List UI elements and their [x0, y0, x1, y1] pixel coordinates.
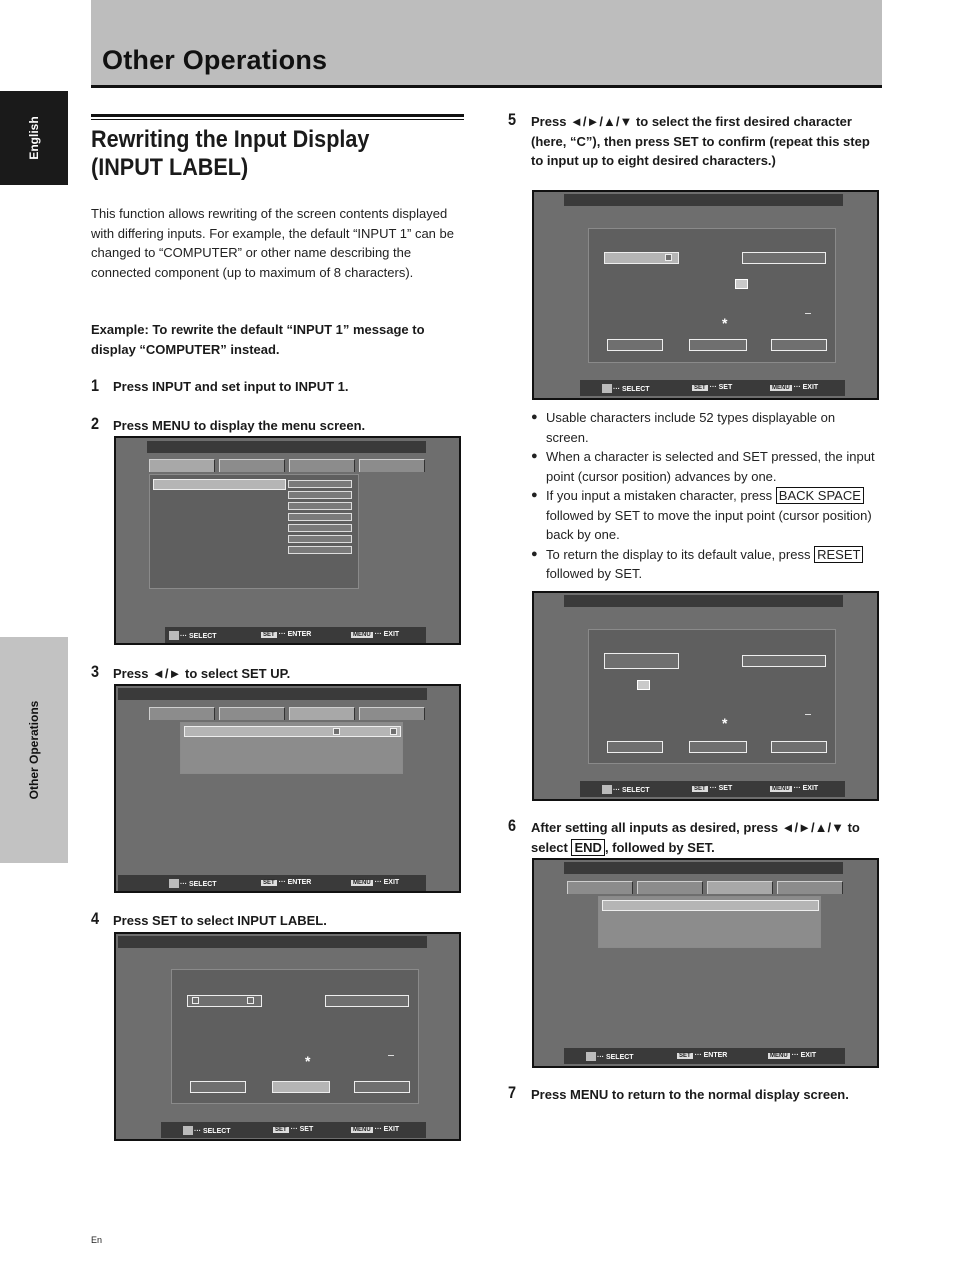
- menu-key-icon: MENU: [772, 385, 790, 391]
- label-input-field[interactable]: [187, 995, 262, 1007]
- asterisk-character[interactable]: *: [722, 315, 728, 331]
- function-button[interactable]: [354, 1081, 410, 1093]
- set-key-icon: SET: [679, 1053, 691, 1059]
- set-key-icon: SET: [263, 632, 275, 638]
- step-6-text: After setting all inputs as desired, press ◄/►/▲/▼ to select END , followed by SET.: [531, 820, 860, 855]
- step-2-number: 2: [91, 414, 100, 433]
- menu-key-icon: MENU: [353, 1127, 371, 1133]
- example-paragraph: Example: To rewrite the default “INPUT 1” message to display “COMPUTER” instead.: [91, 322, 425, 357]
- adjust-bar[interactable]: [288, 502, 352, 510]
- osd-help-bar: ··· SELECT SET ··· ENTER MENU ··· EXIT: [165, 627, 426, 643]
- step-6-number: 6: [508, 816, 517, 835]
- list-item: ● When a character is selected and SET pressed, the input point (cursor position) advances by one.: [531, 449, 875, 484]
- cursor-box: [192, 997, 199, 1004]
- underscore-character[interactable]: [388, 1055, 394, 1056]
- direction-arrows-icon: [183, 1126, 193, 1135]
- bullet-icon: ●: [531, 411, 538, 423]
- set-key-icon: SET: [694, 385, 706, 391]
- menu-tab[interactable]: [289, 459, 355, 472]
- step-7-text: Press MENU to return to the normal display screen.: [531, 1087, 849, 1102]
- osd-help-bar: ··· SELECT SET ··· ENTER MENU ··· EXIT: [118, 875, 426, 891]
- function-button[interactable]: [689, 339, 747, 351]
- adjust-bar[interactable]: [288, 480, 352, 488]
- set-key-icon: SET: [263, 880, 275, 886]
- adjust-bar[interactable]: [288, 535, 352, 543]
- menu-tab[interactable]: [219, 707, 285, 720]
- character-select-panel: [588, 228, 836, 363]
- menu-key-icon: MENU: [353, 880, 371, 886]
- bullet-icon: ●: [531, 547, 538, 560]
- return-setup-panel: [598, 896, 821, 948]
- adjust-bar[interactable]: [288, 491, 352, 499]
- function-button-selected[interactable]: [272, 1081, 330, 1093]
- menu-key-icon: MENU: [772, 786, 790, 792]
- list-item: ● To return the display to its default value, press RESET followed by SET.: [531, 545, 881, 584]
- adjust-bar[interactable]: [288, 513, 352, 521]
- character-cursor[interactable]: [735, 279, 748, 289]
- osd-help-bar: ··· SELECT SET ··· SET MENU ··· EXIT: [161, 1122, 426, 1138]
- return-setup-screen: [532, 858, 879, 1068]
- step-1-text: Press INPUT and set input to INPUT 1.: [113, 379, 349, 394]
- adjust-bar[interactable]: [288, 546, 352, 554]
- character-select-screen: [532, 190, 879, 400]
- page-title: Other Operations: [102, 45, 328, 75]
- character-select-title-bar: [564, 194, 843, 206]
- menu-key-icon: MENU: [770, 1053, 788, 1059]
- function-button[interactable]: [771, 339, 827, 351]
- adjust-bar[interactable]: [288, 524, 352, 532]
- language-tab: [0, 91, 68, 185]
- list-item: ● Usable characters include 52 types displayable on screen.: [531, 410, 836, 445]
- setup-screen: [114, 684, 461, 893]
- menu-tab[interactable]: [149, 707, 215, 720]
- setup-screen-title-bar: [118, 688, 427, 700]
- menu-tab-setup[interactable]: [289, 707, 355, 720]
- character-cursor[interactable]: [637, 680, 650, 690]
- menu-tab[interactable]: [149, 459, 215, 472]
- function-button[interactable]: [771, 741, 827, 753]
- menu-key-icon: MENU: [353, 632, 371, 638]
- menu-tab[interactable]: [637, 881, 703, 894]
- direction-arrows-icon: [602, 384, 612, 393]
- underscore-character[interactable]: [805, 714, 811, 715]
- step-5-text: Press ◄/►/▲/▼ to select the first desired character (here, “C”), then press SET to confirm (repeat this step to input up to eight desired characters.): [531, 114, 870, 168]
- return-setup-title-bar: [564, 862, 843, 874]
- cursor-box: [665, 254, 672, 261]
- input-label-screen: [114, 932, 461, 1141]
- menu-tab-setup[interactable]: [707, 881, 773, 894]
- asterisk-character[interactable]: *: [722, 715, 728, 731]
- step-4-text: Press SET to select INPUT LABEL.: [113, 913, 327, 928]
- reset-key: RESET: [814, 546, 863, 563]
- section-rule: [91, 114, 464, 120]
- label-input-field[interactable]: [604, 252, 679, 264]
- option-box[interactable]: [390, 728, 397, 735]
- bullet-icon: ●: [531, 450, 538, 462]
- underscore-character[interactable]: [805, 313, 811, 314]
- label-display-field: [325, 995, 409, 1007]
- menu-screen: [114, 436, 461, 645]
- asterisk-character[interactable]: *: [305, 1053, 311, 1069]
- setup-highlight-row[interactable]: [602, 900, 819, 911]
- section-title: [91, 126, 433, 182]
- step-7-number: 7: [508, 1083, 517, 1102]
- cursor-box: [247, 997, 254, 1004]
- step-1-number: 1: [91, 376, 100, 395]
- label-display-field: [742, 655, 826, 667]
- step-2-text: Press MENU to display the menu screen.: [113, 418, 366, 433]
- page-footer: En: [91, 1235, 103, 1245]
- option-box[interactable]: [333, 728, 340, 735]
- osd-help-bar: ··· SELECT SET ··· SET MENU ··· EXIT: [580, 380, 845, 396]
- menu-highlight-row[interactable]: [153, 479, 286, 490]
- entered-label-panel: [588, 629, 836, 764]
- section-title-line1: Rewriting the Input Display: [91, 126, 370, 153]
- entered-label-screen: [532, 591, 879, 801]
- function-button[interactable]: [190, 1081, 246, 1093]
- notes-list: [531, 408, 881, 584]
- osd-help-bar: ··· SELECT SET ··· SET MENU ··· EXIT: [580, 781, 845, 797]
- function-button[interactable]: [607, 339, 663, 351]
- set-key-icon: SET: [694, 786, 706, 792]
- direction-arrows-icon: [169, 879, 179, 888]
- header-bar: [91, 0, 882, 88]
- setup-highlight-row[interactable]: [184, 726, 401, 737]
- section-tab: [0, 637, 68, 863]
- section-tab-label: Other Operations: [27, 700, 41, 800]
- menu-tab[interactable]: [777, 881, 843, 894]
- back-space-key: BACK SPACE: [776, 487, 864, 504]
- label-display-field: [742, 252, 826, 264]
- setup-panel: [180, 722, 403, 774]
- setup-tabs: [149, 707, 431, 721]
- direction-arrows-icon: [169, 631, 179, 640]
- step-5-number: 5: [508, 110, 517, 129]
- list-item: ● If you input a mistaken character, press BACK SPACE followed by SET to move the input point (cursor position) back by one.: [531, 488, 872, 542]
- step-3-text: Press ◄/► to select SET UP.: [113, 666, 291, 681]
- bullet-icon: ●: [531, 489, 538, 501]
- menu-panel: [149, 474, 359, 589]
- direction-arrows-icon: [602, 785, 612, 794]
- end-key: END: [571, 839, 604, 856]
- step-3-number: 3: [91, 662, 100, 681]
- function-button[interactable]: [689, 741, 747, 753]
- set-key-icon: SET: [275, 1127, 287, 1133]
- menu-tab[interactable]: [567, 881, 633, 894]
- function-button[interactable]: [607, 741, 663, 753]
- return-setup-tabs: [567, 881, 849, 895]
- menu-tab[interactable]: [219, 459, 285, 472]
- step-4-number: 4: [91, 909, 100, 928]
- osd-help-bar: ··· SELECT SET ··· ENTER MENU ··· EXIT: [564, 1048, 845, 1064]
- menu-tab[interactable]: [359, 707, 425, 720]
- input-label-title-bar: [118, 936, 427, 948]
- menu-tabs: [149, 459, 431, 473]
- direction-arrows-icon: [586, 1052, 596, 1061]
- menu-screen-title-bar: [147, 441, 426, 453]
- label-input-field[interactable]: [604, 653, 679, 669]
- menu-tab[interactable]: [359, 459, 425, 472]
- section-title-line2: (INPUT LABEL): [91, 154, 249, 181]
- entered-label-title-bar: [564, 595, 843, 607]
- input-label-panel: [171, 969, 419, 1104]
- intro-paragraph: This function allows rewriting of the screen contents displayed with differing inputs. For example, the default “INPUT 1” can be changed to “COMPUTER” or other name describing the connected component (up to maximum of 8 characters).: [91, 206, 454, 280]
- language-tab-label: English: [27, 116, 41, 160]
